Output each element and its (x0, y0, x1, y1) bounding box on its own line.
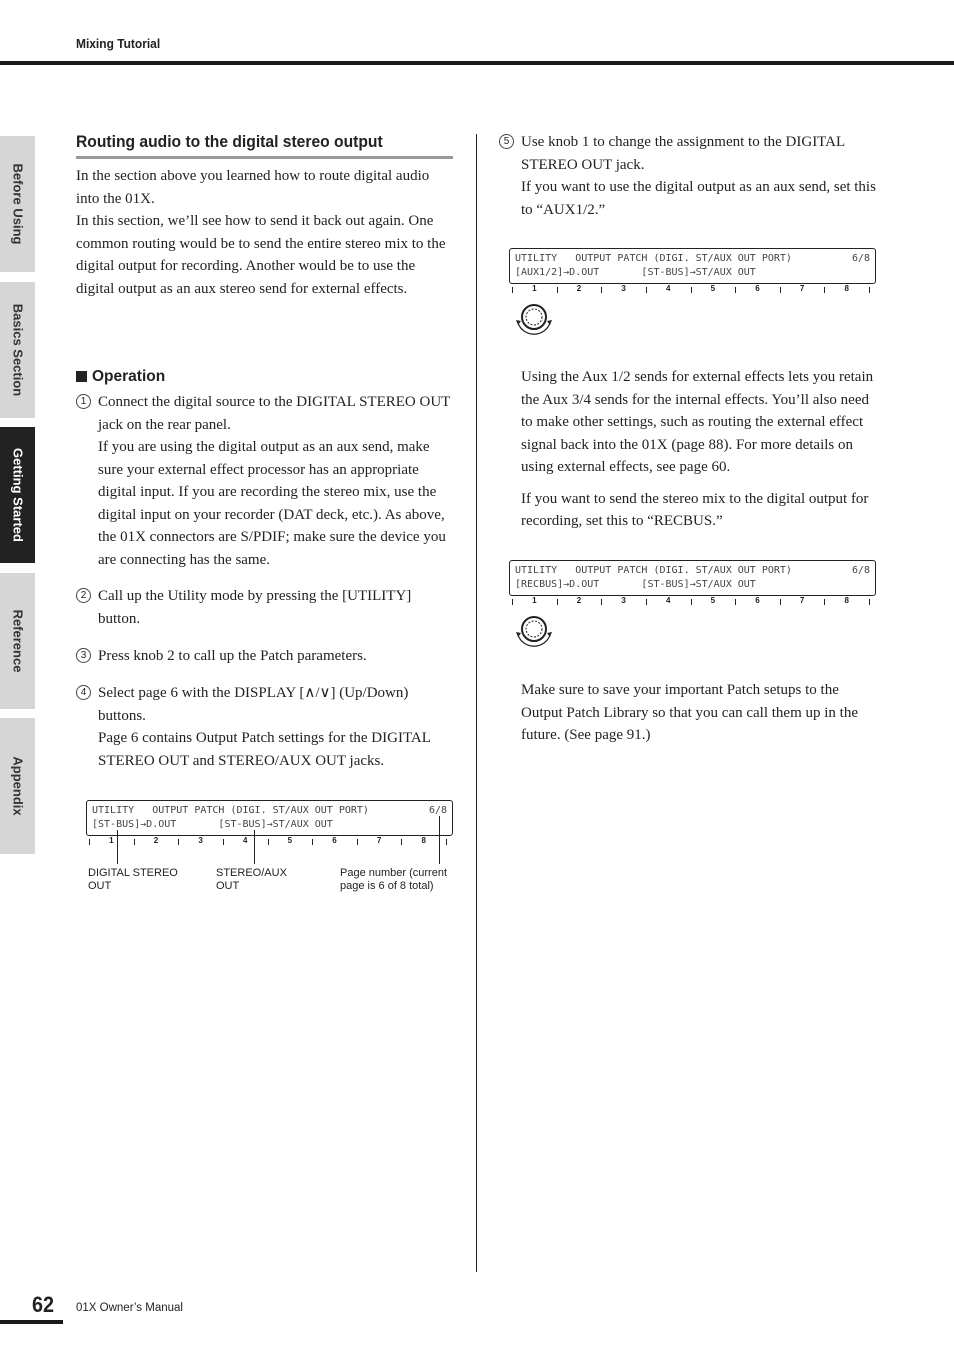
rotary-knob-icon (511, 611, 557, 647)
section-title-rule (76, 156, 453, 159)
scale-tick (268, 839, 269, 845)
scale-tick (824, 287, 825, 293)
scale-tick (780, 599, 781, 605)
knob-number: 4 (665, 596, 671, 605)
scale-tick (357, 839, 358, 845)
step-extra: If you are using the digital output as an aux send, make sure your external effect processor has an appropriate digital input. If you are recording the stereo mix, use the digital input on your recorder (DAT deck, etc.). As above, the 01X connectors are S/PDIF; make sure the device you are connecting has the same. (98, 439, 446, 568)
knob-number: 6 (755, 596, 760, 605)
scale-tick (178, 839, 179, 845)
tab-label: Reference (10, 609, 25, 673)
step-extra: Page 6 contains Output Patch settings for the DIGITAL STEREO OUT and STEREO/AUX OUT jacks. (98, 730, 431, 769)
scale-tick (735, 599, 736, 605)
square-bullet-icon (76, 371, 87, 382)
footer-rule (0, 1320, 63, 1324)
scale-tick (223, 839, 224, 845)
intro-text (76, 165, 454, 300)
scale-tick (691, 599, 692, 605)
step-2 (76, 585, 454, 630)
knob-number: 4 (242, 836, 248, 845)
step-text: Call up the Utility mode by pressing the [UTILITY] button. (98, 588, 412, 627)
tab-getting-started[interactable] (0, 427, 35, 563)
step-number: 5 (499, 134, 514, 149)
knob-scale (86, 837, 451, 849)
scale-tick (601, 599, 602, 605)
header-rule (0, 61, 954, 65)
step-3 (76, 645, 454, 668)
step-number: 4 (76, 685, 91, 700)
step-text: Use knob 1 to change the assignment to the DIGITAL STEREO OUT jack. (521, 134, 845, 173)
lcd-display-aux (509, 248, 876, 284)
aux-note (521, 366, 877, 533)
scale-tick (735, 287, 736, 293)
knob-number: 5 (710, 284, 716, 293)
callout-line (254, 830, 255, 864)
knob-number: 1 (532, 596, 537, 605)
running-header: Mixing Tutorial (76, 36, 161, 51)
tab-label: Before Using (10, 163, 25, 245)
lcd-display-main (86, 800, 453, 836)
paragraph: If you want to send the stereo mix to the digital output for recording, set this to “RECBUS.” (521, 490, 869, 529)
knob-number: 8 (844, 596, 849, 605)
paragraph: Make sure to save your important Patch setups to the Output Patch Library so that you can call them up in the future. (See page 91.) (521, 682, 859, 743)
scale-tick (512, 287, 513, 293)
knob-number: 7 (799, 284, 805, 293)
scale-tick (869, 599, 870, 605)
lcd-row: UTILITY OUTPUT PATCH (DIGI. ST/AUX OUT PORT) (515, 253, 792, 264)
scale-tick (557, 287, 558, 293)
knob-number: 5 (710, 596, 716, 605)
rotary-knob-icon (511, 299, 557, 335)
callout-line (439, 816, 440, 864)
section-title: Routing audio to the digital stereo output (76, 132, 383, 151)
tab-reference[interactable] (0, 573, 35, 709)
scale-tick (869, 287, 870, 293)
tab-basics-section[interactable] (0, 282, 35, 418)
scale-tick (312, 839, 313, 845)
scale-tick (601, 287, 602, 293)
lcd-page-number: 6/8 (851, 253, 870, 264)
step-extra: If you want to use the digital output as an aux send, set this to “AUX1/2.” (521, 179, 876, 218)
knob-number: 3 (621, 596, 626, 605)
page-number: 62 (32, 1292, 55, 1317)
lcd-display-recbus (509, 560, 876, 596)
paragraph: Using the Aux 1/2 sends for external effects lets you retain the Aux 3/4 sends for the internal effects. You’ll also need to make other settings, such as routing the external effect signal back into the 01X (page 88). For more details on using external effects, see page 60. (521, 369, 874, 475)
lcd-page-number: 6/8 (851, 565, 870, 576)
lcd-row: [AUX1/2]→D.OUT [ST-BUS]→ST/AUX OUT (515, 267, 756, 278)
step-1 (76, 391, 454, 571)
knob-number: 8 (844, 284, 849, 293)
step-text: Select page 6 with the DISPLAY [∧/∨] (Up/Down) buttons. (98, 685, 409, 724)
scale-tick (646, 599, 647, 605)
step-number: 2 (76, 588, 91, 603)
step-number: 1 (76, 394, 91, 409)
knob-scale (509, 285, 874, 297)
tab-label: Getting Started (10, 448, 25, 542)
knob-number: 8 (421, 836, 426, 845)
scale-tick (691, 287, 692, 293)
scale-tick (557, 599, 558, 605)
scale-tick (89, 839, 90, 845)
tab-label: Appendix (10, 756, 25, 816)
scale-tick (134, 839, 135, 845)
tab-appendix[interactable] (0, 718, 35, 854)
scale-tick (824, 599, 825, 605)
knob-number: 6 (755, 284, 760, 293)
knob-number: 1 (109, 836, 114, 845)
operation-heading: Operation (76, 368, 165, 386)
scale-tick (446, 839, 447, 845)
step-number: 3 (76, 648, 91, 663)
caption-stereo-aux-out: STEREO/AUX OUT (216, 867, 287, 892)
lcd-page-number: 6/8 (428, 805, 447, 816)
knob-number: 1 (532, 284, 537, 293)
knob-number: 3 (621, 284, 626, 293)
step-4 (76, 682, 454, 772)
knob-number: 3 (198, 836, 203, 845)
step-text: Press knob 2 to call up the Patch parameters. (98, 648, 367, 664)
scale-tick (780, 287, 781, 293)
lcd-row: [RECBUS]→D.OUT [ST-BUS]→ST/AUX OUT (515, 579, 756, 590)
step-text: Connect the digital source to the DIGITAL STEREO OUT jack on the rear panel. (98, 394, 451, 433)
knob-number: 2 (576, 284, 582, 293)
lcd-row: UTILITY OUTPUT PATCH (DIGI. ST/AUX OUT PORT) (515, 565, 792, 576)
intro-paragraph: In this section, we’ll see how to send it back out again. One common routing would be to send the entire stereo mix to the digital output for recording. Another would be to use the digital output as an aux stereo send for external effects. (76, 213, 446, 297)
tab-before-using[interactable] (0, 136, 35, 272)
scale-tick (512, 599, 513, 605)
knob-number: 4 (665, 284, 671, 293)
knob-number: 6 (332, 836, 337, 845)
knob-number: 5 (287, 836, 293, 845)
lcd-row: [ST-BUS]→D.OUT [ST-BUS]→ST/AUX OUT (92, 819, 333, 830)
intro-paragraph: In the section above you learned how to route digital audio into the 01X. (76, 168, 430, 207)
tab-label: Basics Section (10, 303, 25, 397)
caption-digital-stereo-out: DIGITAL STEREO OUT (88, 867, 178, 892)
callout-line (117, 830, 118, 864)
caption-page-number: Page number (current page is 6 of 8 total) (340, 867, 447, 892)
knob-number: 7 (376, 836, 382, 845)
scale-tick (646, 287, 647, 293)
save-note (521, 679, 877, 747)
manual-name: 01X Owner’s Manual (76, 1302, 183, 1314)
lcd-row: UTILITY OUTPUT PATCH (DIGI. ST/AUX OUT PORT) (92, 805, 369, 816)
step-5 (499, 131, 877, 221)
knob-number: 2 (576, 596, 582, 605)
knob-scale (509, 597, 874, 609)
scale-tick (401, 839, 402, 845)
knob-number: 2 (153, 836, 159, 845)
column-divider (476, 134, 477, 1272)
knob-number: 7 (799, 596, 805, 605)
